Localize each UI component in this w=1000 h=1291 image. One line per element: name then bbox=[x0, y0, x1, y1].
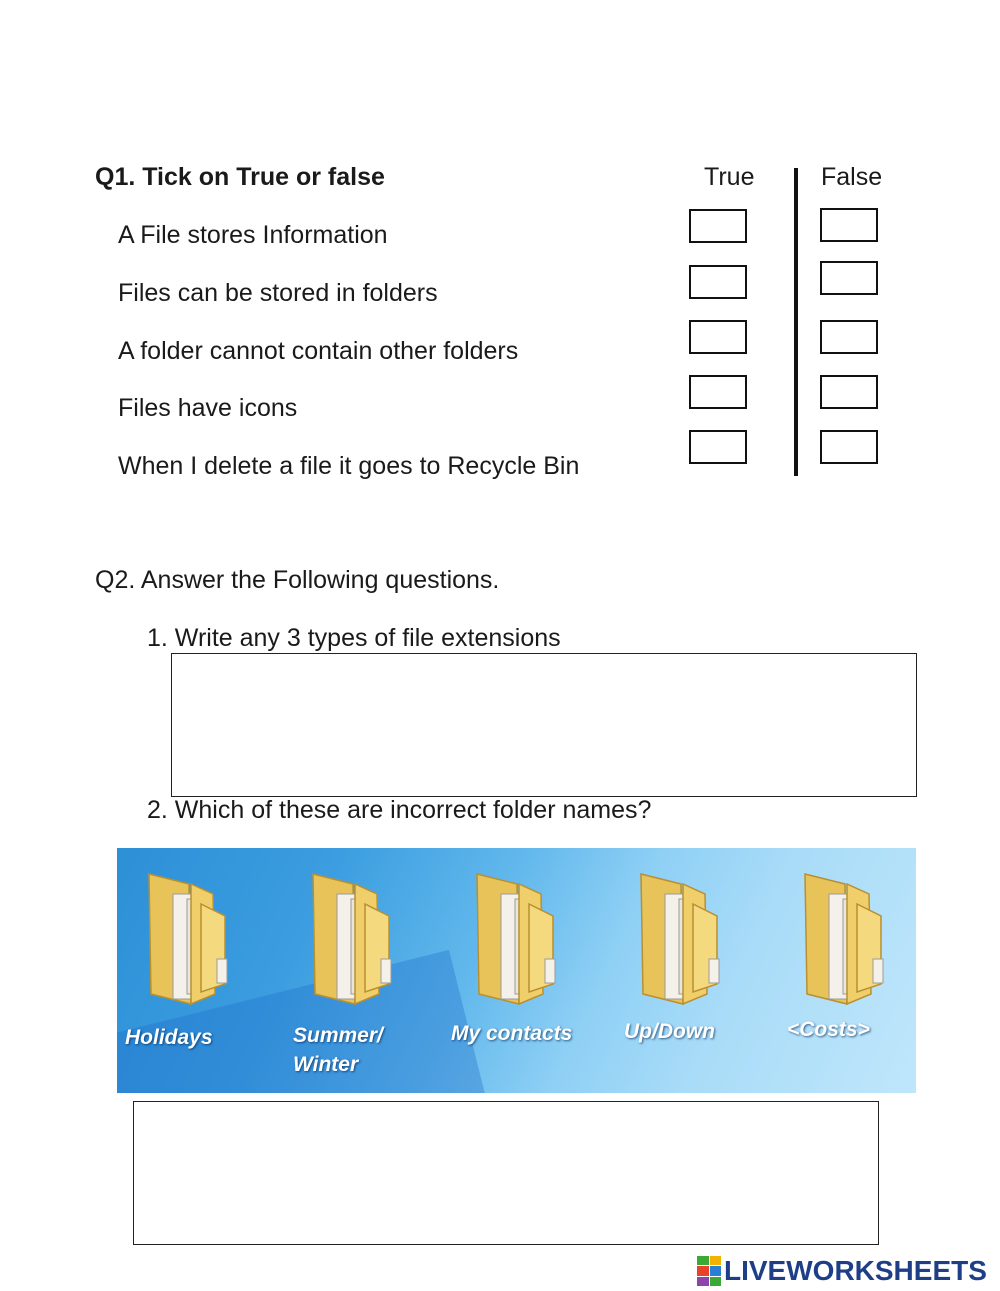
statement-2: Files can be stored in folders bbox=[118, 279, 438, 307]
folder-icon bbox=[293, 864, 403, 1014]
folder-icon bbox=[621, 864, 731, 1014]
true-checkbox-2[interactable] bbox=[689, 265, 747, 299]
true-checkbox-4[interactable] bbox=[689, 375, 747, 409]
false-column-header: False bbox=[821, 163, 883, 191]
folder-label-winter: Winter bbox=[293, 1053, 359, 1076]
folder-label-up-down: Up/Down bbox=[624, 1020, 715, 1043]
logo-icon bbox=[697, 1256, 721, 1286]
liveworksheets-logo bbox=[697, 1254, 987, 1288]
folder-label-my-contacts: My contacts bbox=[451, 1022, 573, 1045]
answer-box-2[interactable] bbox=[133, 1101, 879, 1245]
q1-title: Q1. Tick on True or false bbox=[95, 163, 385, 191]
answer-box-1[interactable] bbox=[171, 653, 917, 797]
true-checkbox-3[interactable] bbox=[689, 320, 747, 354]
q2-title: Q2. Answer the Following questions. bbox=[95, 566, 500, 594]
false-checkbox-3[interactable] bbox=[820, 320, 878, 354]
statement-4: Files have icons bbox=[118, 394, 298, 422]
folder-label-summer: Summer/ bbox=[293, 1024, 383, 1047]
folder-icon bbox=[457, 864, 567, 1014]
question-1: 1. Write any 3 types of file extensions bbox=[147, 624, 561, 652]
true-column-header: True bbox=[704, 163, 755, 191]
false-checkbox-5[interactable] bbox=[820, 430, 878, 464]
folder-icon bbox=[785, 864, 895, 1014]
statement-1: A File stores Information bbox=[118, 221, 388, 249]
false-checkbox-1[interactable] bbox=[820, 208, 878, 242]
folder-icon bbox=[129, 864, 239, 1014]
true-checkbox-1[interactable] bbox=[689, 209, 747, 243]
logo-text: LIVEWORKSHEETS bbox=[724, 1255, 987, 1286]
true-checkbox-5[interactable] bbox=[689, 430, 747, 464]
false-checkbox-2[interactable] bbox=[820, 261, 878, 295]
folder-label-holidays: Holidays bbox=[125, 1026, 213, 1049]
statement-3: A folder cannot contain other folders bbox=[118, 337, 519, 365]
false-checkbox-4[interactable] bbox=[820, 375, 878, 409]
question-2: 2. Which of these are incorrect folder names? bbox=[147, 796, 652, 824]
statement-5: When I delete a file it goes to Recycle Bin bbox=[118, 452, 580, 480]
true-false-divider bbox=[794, 168, 798, 476]
folder-label-costs: <Costs> bbox=[787, 1018, 870, 1041]
folder-names-image bbox=[117, 848, 916, 1093]
